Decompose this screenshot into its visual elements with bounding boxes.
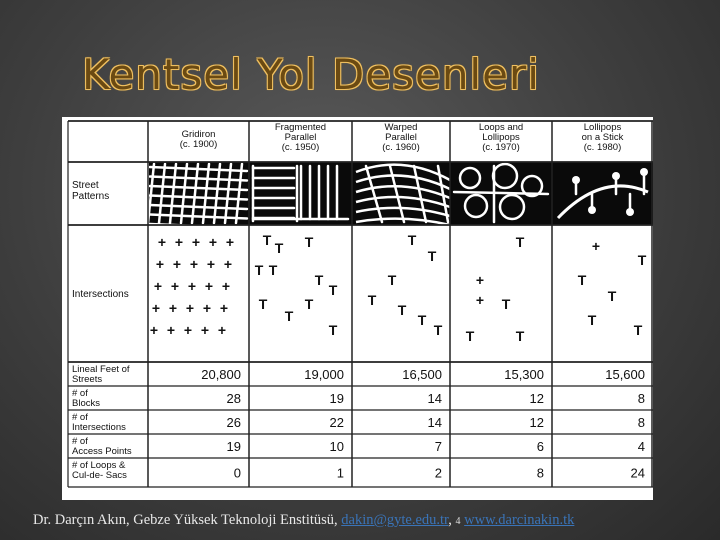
- intersection-symbol: +: [174, 234, 184, 250]
- metric-value: 28: [226, 391, 241, 406]
- metric-value: 12: [529, 391, 544, 406]
- intersection-symbol: +: [221, 278, 231, 294]
- metric-value: 4: [637, 439, 645, 454]
- intersection-symbol: T: [387, 272, 397, 288]
- metric-value: 19,000: [304, 367, 344, 382]
- intersection-symbol: +: [202, 300, 212, 316]
- column-header-line: Parallel: [284, 132, 317, 143]
- row-label-line: Patterns: [72, 191, 110, 202]
- cul-de-sac: [572, 176, 580, 184]
- footer-credit: Dr. Darçın Akın, Gebze Yüksek Teknoloji Enstitüsü,: [33, 512, 342, 528]
- metric-label-line: Streets: [72, 374, 103, 385]
- intersection-symbol: +: [225, 234, 235, 250]
- metric-value: 14: [427, 415, 442, 430]
- intersection-symbol: T: [268, 262, 278, 278]
- intersection-symbol: +: [475, 292, 485, 308]
- metric-label-line: # of: [72, 412, 88, 423]
- footer: [33, 512, 713, 529]
- cul-de-sac: [612, 172, 620, 180]
- intersection-symbol: T: [262, 232, 272, 248]
- column-header-line: Parallel: [385, 132, 417, 143]
- intersection-symbol: +: [151, 300, 161, 316]
- intersection-symbol: T: [304, 296, 314, 312]
- intersection-symbol: T: [633, 322, 643, 338]
- metric-value: 8: [536, 465, 544, 481]
- column-header-line: Lollipops: [482, 132, 520, 143]
- metric-value: 24: [630, 465, 645, 481]
- intersection-symbol: +: [206, 256, 216, 272]
- intersection-symbol: +: [219, 300, 229, 316]
- metric-value: 1: [336, 465, 344, 481]
- column-header-line: (c. 1950): [281, 142, 320, 153]
- footer-email-link[interactable]: dakin@gyte.edu.tr: [341, 512, 449, 528]
- intersection-symbol: T: [407, 232, 417, 248]
- intersection-symbol: +: [591, 238, 601, 254]
- intersection-symbol: +: [155, 256, 165, 272]
- intersection-symbol: T: [328, 282, 338, 298]
- metric-value: 2: [434, 465, 442, 481]
- metric-value: 8: [637, 415, 645, 430]
- intersection-symbol: +: [208, 234, 218, 250]
- metric-label-line: Cul-de- Sacs: [72, 470, 127, 481]
- column-header-line: Gridiron: [181, 129, 216, 140]
- column-header-line: (c. 1970): [482, 142, 520, 153]
- page-number: 4: [455, 516, 461, 527]
- metric-label-line: # of Loops &: [72, 460, 126, 471]
- cul-de-sac: [626, 208, 634, 216]
- metric-value: 10: [329, 439, 344, 454]
- intersection-symbol: T: [427, 248, 437, 264]
- metric-value: 7: [434, 439, 442, 454]
- metric-label-line: Intersections: [72, 422, 126, 433]
- intersection-symbol: +: [153, 278, 163, 294]
- intersection-symbol: T: [254, 262, 264, 278]
- metric-label-line: Lineal Feet of: [72, 364, 130, 375]
- row-label-line: Intersections: [72, 289, 129, 300]
- metric-value: 0: [233, 465, 241, 481]
- cul-de-sac: [640, 168, 648, 176]
- column-header-line: Loops and: [478, 122, 524, 133]
- column-header-line: on a Stick: [581, 132, 624, 143]
- intersection-symbol: T: [258, 296, 268, 312]
- intersection-symbol: T: [515, 328, 525, 344]
- intersection-symbol: +: [189, 256, 199, 272]
- intersection-symbol: T: [274, 240, 284, 256]
- intersection-symbol: T: [465, 328, 475, 344]
- row-label-line: Street: [72, 180, 99, 191]
- metric-value: 15,600: [605, 367, 645, 382]
- metric-value: 6: [536, 439, 544, 454]
- intersection-symbol: +: [187, 278, 197, 294]
- metric-value: 19: [329, 391, 344, 406]
- intersection-symbol: T: [284, 308, 294, 324]
- column-header-line: Warped: [384, 122, 418, 133]
- intersection-symbol: +: [183, 322, 193, 338]
- intersection-symbol: T: [328, 322, 338, 338]
- intersection-symbol: +: [157, 234, 167, 250]
- metric-value: 26: [226, 415, 241, 430]
- intersection-symbol: +: [185, 300, 195, 316]
- intersection-symbol: T: [397, 302, 407, 318]
- cul-de-sac: [588, 206, 596, 214]
- intersection-symbol: +: [204, 278, 214, 294]
- intersection-symbol: T: [577, 272, 587, 288]
- intersection-symbol: T: [417, 312, 427, 328]
- intersection-symbol: T: [433, 322, 443, 338]
- intersection-symbol: +: [172, 256, 182, 272]
- metric-value: 12: [529, 415, 544, 430]
- slide-title: Kentsel Yol Desenleri: [82, 50, 540, 99]
- intersection-symbol: +: [223, 256, 233, 272]
- street-pattern-table: [62, 117, 653, 500]
- intersection-symbol: T: [314, 272, 324, 288]
- intersection-symbol: +: [475, 272, 485, 288]
- column-header-line: (c. 1960): [382, 142, 420, 153]
- metric-value: 20,800: [201, 367, 241, 382]
- metric-value: 22: [329, 415, 344, 430]
- metric-value: 8: [637, 391, 645, 406]
- metric-label-line: Blocks: [72, 398, 100, 409]
- intersection-symbol: +: [168, 300, 178, 316]
- footer-website-link[interactable]: www.darcinakin.tk: [464, 512, 575, 528]
- metric-value: 16,500: [402, 367, 442, 382]
- intersection-symbol: T: [587, 312, 597, 328]
- metric-label-line: # of: [72, 388, 88, 399]
- metric-value: 15,300: [504, 367, 544, 382]
- intersection-symbol: +: [149, 322, 159, 338]
- metric-label-line: Access Points: [72, 446, 132, 457]
- metric-value: 19: [226, 439, 241, 454]
- intersection-symbol: T: [637, 252, 647, 268]
- intersection-symbol: +: [166, 322, 176, 338]
- column-header-line: (c. 1980): [583, 142, 622, 153]
- intersection-symbol: T: [515, 234, 525, 250]
- intersection-symbol: T: [367, 292, 377, 308]
- intersection-symbol: +: [170, 278, 180, 294]
- metric-label-line: # of: [72, 436, 88, 447]
- intersection-symbol: +: [200, 322, 210, 338]
- column-header-line: Lollipops: [583, 122, 622, 133]
- intersection-symbol: T: [501, 296, 511, 312]
- column-header-line: (c. 1900): [179, 139, 218, 150]
- intersection-symbol: +: [191, 234, 201, 250]
- column-header-line: Fragmented: [274, 122, 327, 133]
- intersection-symbol: T: [304, 234, 314, 250]
- intersection-symbol: +: [217, 322, 227, 338]
- metric-value: 14: [427, 391, 442, 406]
- intersection-symbol: T: [607, 288, 617, 304]
- footer-separator: ,: [448, 512, 456, 528]
- street-pattern-figure: [62, 117, 653, 500]
